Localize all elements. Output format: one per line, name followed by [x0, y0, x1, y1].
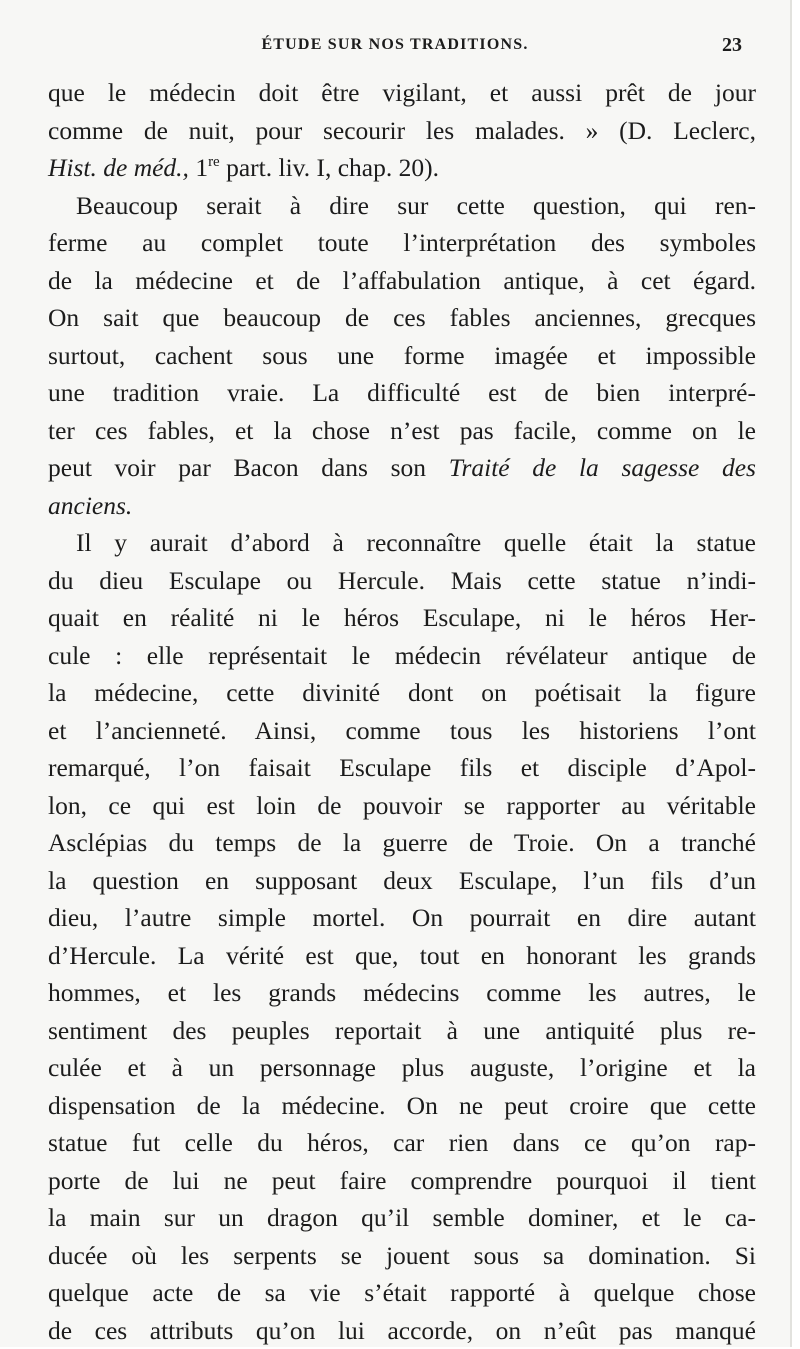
text-line: dieu, l’autre simple mortel. On pourrait en dire autant	[48, 899, 756, 937]
paragraph-first-line: Il y aurait d’abord à reconnaître quelle était la statue	[48, 524, 756, 562]
text-line: statue fut celle du héros, car rien dans ce qu’on rap-	[48, 1124, 756, 1162]
citation-title: Hist. de méd.,	[48, 153, 189, 182]
citation-superscript: re	[208, 154, 220, 170]
citation-number: 1	[189, 153, 208, 182]
text-line: On sait que beaucoup de ces fables anciennes, grecques	[48, 299, 756, 337]
text-line: ducée où les serpents se jouent sous sa domination. Si	[48, 1237, 756, 1275]
text-line: de ces attributs qu’on lui accorde, on n’eût pas manqué	[48, 1312, 756, 1349]
page-header	[48, 34, 742, 60]
text-line: dispensation de la médecine. On ne peut croire que cette	[48, 1087, 756, 1125]
text-line	[48, 149, 756, 187]
text-line: remarqué, l’on faisait Esculape fils et disciple d’Apol-	[48, 749, 756, 787]
text-line: la main sur un dragon qu’il semble dominer, et le ca-	[48, 1199, 756, 1237]
text-line: du dieu Esculape ou Hercule. Mais cette statue n’indi-	[48, 562, 756, 600]
text-line: d’Hercule. La vérité est que, tout en honorant les grands	[48, 937, 756, 975]
text-line: lon, ce qui est loin de pouvoir se rapporter au véritable	[48, 787, 756, 825]
text-line: porte de lui ne peut faire comprendre pourquoi il tient	[48, 1162, 756, 1200]
text-line: ter ces fables, et la chose n’est pas facile, comme on le	[48, 412, 756, 450]
text-line: sentiment des peuples reportait à une antiquité plus re-	[48, 1012, 756, 1050]
text-line: de la médecine et de l’affabulation antique, à cet égard.	[48, 262, 756, 300]
page-number: 23	[722, 34, 742, 57]
text-line: comme de nuit, pour secourir les malades. » (D. Leclerc,	[48, 112, 756, 150]
text-line: ferme au complet toute l’interprétation des symboles	[48, 224, 756, 262]
text-line: surtout, cachent sous une forme imagée et impossible	[48, 337, 756, 375]
text-line: cule : elle représentait le médecin révélateur antique de	[48, 637, 756, 675]
book-title: Traité de la sagesse des	[449, 453, 756, 482]
text-line	[48, 487, 756, 525]
text-line: la question en supposant deux Esculape, l’un fils d’un	[48, 862, 756, 900]
text-line: quait en réalité ni le héros Esculape, ni le héros Her-	[48, 599, 756, 637]
text-line: la médecine, cette divinité dont on poétisait la figure	[48, 674, 756, 712]
text-line: et l’ancienneté. Ainsi, comme tous les historiens l’ont	[48, 712, 756, 750]
citation-rest: part. liv. I, chap. 20).	[220, 153, 439, 182]
paragraph-first-line: Beaucoup serait à dire sur cette question, qui ren-	[48, 187, 756, 225]
running-head: ÉTUDE SUR NOS TRADITIONS.	[48, 36, 742, 54]
text-line: que le médecin doit être vigilant, et aussi prêt de jour	[48, 74, 756, 112]
body-text	[48, 74, 756, 1349]
book-title: anciens.	[48, 491, 132, 520]
text-line	[48, 449, 756, 487]
text-span: peut voir par Bacon dans son	[48, 453, 449, 482]
text-line: Asclépias du temps de la guerre de Troie. On a tranché	[48, 824, 756, 862]
text-line: une tradition vraie. La difficulté est de bien interpré-	[48, 374, 756, 412]
text-line: quelque acte de sa vie s’était rapporté à quelque chose	[48, 1274, 756, 1312]
text-line: culée et à un personnage plus auguste, l’origine et la	[48, 1049, 756, 1087]
text-line: hommes, et les grands médecins comme les autres, le	[48, 974, 756, 1012]
